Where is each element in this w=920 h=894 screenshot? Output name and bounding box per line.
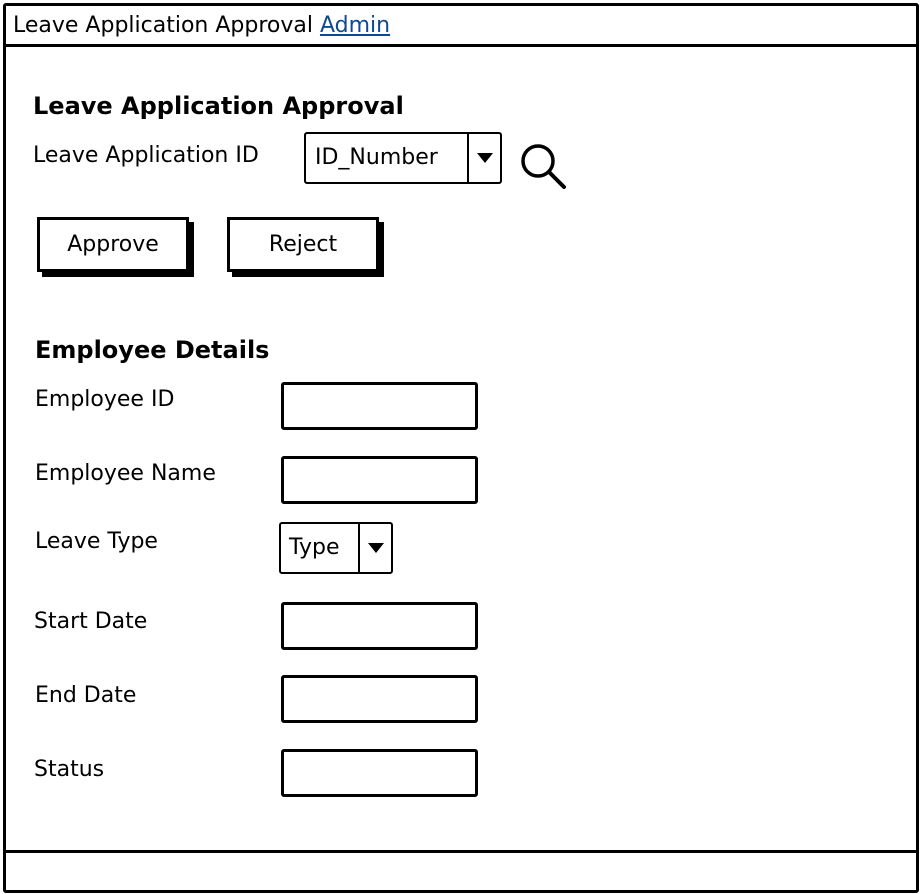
window-frame <box>3 3 919 893</box>
admin-link[interactable]: Admin <box>319 13 391 38</box>
leave-application-id-select[interactable] <box>304 132 502 184</box>
start-date-label: Start Date <box>34 609 148 634</box>
approve-button[interactable]: Approve <box>37 217 189 272</box>
employee-details-heading: Employee Details <box>35 336 270 364</box>
leave-application-id-value: ID_Number <box>315 145 438 170</box>
leave-type-value: Type <box>289 535 340 560</box>
employee-name-field[interactable] <box>281 456 478 504</box>
footer-bar <box>6 850 916 890</box>
end-date-label: End Date <box>35 683 137 708</box>
window-title: Leave Application Approval <box>13 13 313 38</box>
employee-name-label: Employee Name <box>35 461 216 486</box>
leave-application-id-label: Leave Application ID <box>33 143 259 168</box>
reject-button[interactable]: Reject <box>227 217 379 272</box>
status-field[interactable] <box>281 749 478 797</box>
title-bar <box>6 6 916 47</box>
leave-type-label: Leave Type <box>35 529 158 554</box>
start-date-field[interactable] <box>281 602 478 650</box>
employee-id-label: Employee ID <box>35 387 175 412</box>
dropdown-toggle[interactable] <box>467 134 500 182</box>
chevron-down-icon <box>368 543 384 553</box>
search-icon[interactable] <box>517 140 569 192</box>
dropdown-toggle[interactable] <box>358 524 391 572</box>
employee-id-field[interactable] <box>281 382 478 430</box>
status-label: Status <box>34 757 105 782</box>
chevron-down-icon <box>477 153 493 163</box>
approval-heading: Leave Application Approval <box>33 92 404 120</box>
end-date-field[interactable] <box>281 675 478 723</box>
leave-type-select[interactable] <box>279 522 393 574</box>
